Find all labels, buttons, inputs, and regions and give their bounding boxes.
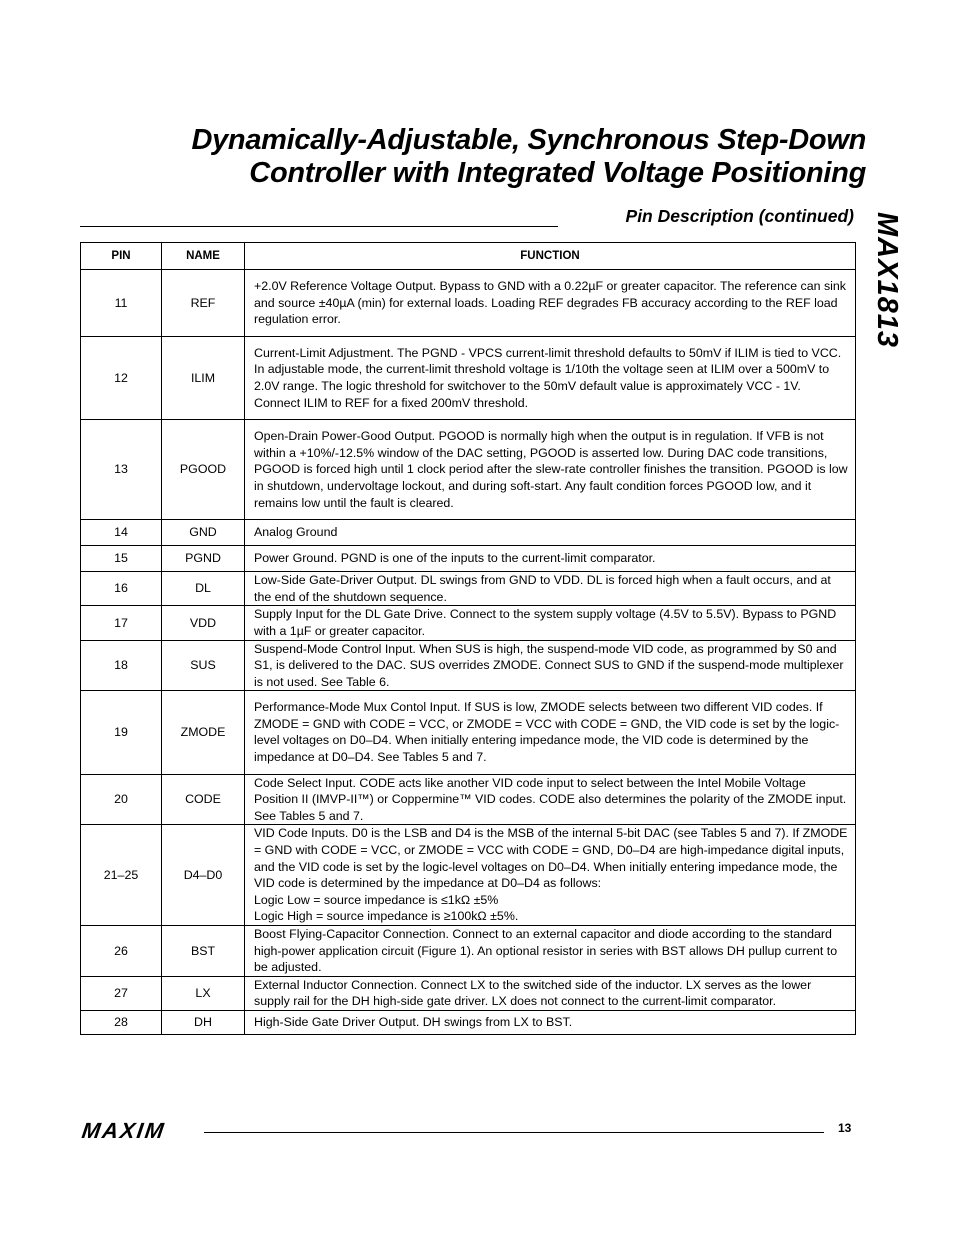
side-part-number: MAX1813: [871, 212, 903, 348]
pin-function: [245, 640, 856, 691]
function-paragraph: Power Ground. PGND is one of the inputs to the current-limit comparator.: [254, 551, 656, 566]
section-heading: Pin Description (continued): [625, 206, 854, 226]
table-row: [81, 336, 856, 419]
function-paragraph: Logic High = source impedance is ≥100kΩ ±5%.: [254, 909, 519, 924]
function-paragraph: External Inductor Connection. Connect LX to the switched side of the inductor. LX serves as the lower supply rail for the DH high-side gate driver. LX does not connect to the current-limit comparator.: [254, 977, 812, 1009]
pin-number: 19: [81, 691, 162, 774]
pin-name: PGND: [162, 546, 245, 572]
pin-number: 18: [81, 640, 162, 691]
pin-number: 11: [81, 270, 162, 337]
function-paragraph: Performance-Mode Mux Contol Input. If SUS is low, ZMODE selects between two different VID codes. If ZMODE = GND with CODE = VCC, or ZMODE = VCC with CODE = GND, the VID code is set by the logic-level voltages on D0–D4. When initially entering impedance mode, the VID code is determined by the impedance at D0–D4. See Tables 5 and 7.: [254, 700, 840, 765]
pin-name: PGOOD: [162, 420, 245, 520]
function-paragraph: VID Code Inputs. D0 is the LSB and D4 is the MSB of the internal 5-bit DAC (see Tables 5 and 7). If ZMODE = GND with CODE = VCC, or ZMODE = VCC with CODE = GND, D0–D4 are high-impedance digital inputs, and the VID code is set by the logic-level voltages on D0–D4. When initially entering impedance mode, the VID code is determined by the impedance at D0–D4 as follows:: [254, 826, 848, 891]
table-row: [81, 606, 856, 640]
function-paragraph: Low-Side Gate-Driver Output. DL swings from GND to VDD. DL is forced high when a fault occurs, and at the end of the shutdown sequence.: [254, 573, 831, 604]
pin-name: BST: [162, 926, 245, 977]
pin-number: 20: [81, 774, 162, 825]
function-paragraph: Current-Limit Adjustment. The PGND - VPCS current-limit threshold defaults to 50mV if ILIM is tied to VCC. In adjustable mode, the current-limit threshold voltage is 1/10th the voltage seen at ILIM over a 500mV to 2.0V range. The logic threshold for switchover to the 50mV default value is approximately VCC - 1V. Connect ILIM to REF for a fixed 200mV threshold.: [254, 345, 842, 410]
pin-function: [245, 270, 856, 337]
pin-number: 15: [81, 546, 162, 572]
pin-name: D4–D0: [162, 825, 245, 926]
pin-number: 27: [81, 976, 162, 1010]
pin-number: 14: [81, 520, 162, 546]
title-line-2: Controller with Integrated Voltage Positioning: [249, 157, 866, 189]
pin-name: GND: [162, 520, 245, 546]
pin-name: LX: [162, 976, 245, 1010]
table-row: [81, 976, 856, 1010]
function-paragraph: Open-Drain Power-Good Output. PGOOD is normally high when the output is in regulation. If VFB is not within a +10%/-12.5% window of the DAC setting, PGOOD is asserted low. During DAC code transitions, PGOOD is forced high until 1 clock period after the slew-rate controller finishes the transition. PGOOD is low in shutdown, undervoltage lockout, and during soft-start. Any fault condition forces PGOOD low, and it remains low until the fault is cleared.: [254, 429, 848, 510]
pin-function: [245, 546, 856, 572]
pin-name: ZMODE: [162, 691, 245, 774]
function-paragraph: Suspend-Mode Control Input. When SUS is high, the suspend-mode VID code, as programmed by S0 and S1, is delivered to the DAC. SUS overrides ZMODE. Connect SUS to GND if the suspend-mode multiplexer is not used. See Table 6.: [254, 641, 844, 689]
table-row: [81, 774, 856, 825]
pin-number: 21–25: [81, 825, 162, 926]
page-number: 13: [838, 1121, 852, 1135]
header-pin: PIN: [81, 243, 162, 270]
table-row: [81, 825, 856, 926]
pin-function: [245, 1010, 856, 1034]
pin-number: 12: [81, 336, 162, 419]
pin-function: [245, 691, 856, 774]
title-line-1: Dynamically-Adjustable, Synchronous Step-Down: [191, 124, 866, 156]
function-paragraph: Boost Flying-Capacitor Connection. Connect to an external capacitor and diode according to the standard high-power application circuit (Figure 1). An optional resistor in series with BST allows DH pullup current to be adjusted.: [254, 927, 838, 975]
table-row: [81, 926, 856, 977]
pin-function: [245, 976, 856, 1010]
pin-function: [245, 420, 856, 520]
pin-function: [245, 606, 856, 640]
function-paragraph: Code Select Input. CODE acts like another VID code input to select between the Intel Mobile Voltage Position II (IMVP-II™) or Coppermine™ VID codes. CODE also determines the polarity of the ZMODE input. See Tables 5 and 7.: [254, 775, 847, 823]
function-paragraph: +2.0V Reference Voltage Output. Bypass to GND with a 0.22µF or greater capacitor. The reference can sink and source ±40µA (min) for external loads. Loading REF degrades FB accuracy according to the REF load regulation error.: [254, 279, 846, 327]
section-divider: [80, 226, 558, 227]
pin-function: [245, 774, 856, 825]
pin-number: 16: [81, 572, 162, 606]
table-row: [81, 640, 856, 691]
footer-divider: [204, 1132, 824, 1133]
table-header-row: [81, 243, 856, 270]
header-name: NAME: [162, 243, 245, 270]
pin-function: [245, 336, 856, 419]
pin-name: REF: [162, 270, 245, 337]
maxim-logo: MAXIM: [80, 1118, 168, 1143]
table-row: [81, 520, 856, 546]
pin-function: [245, 520, 856, 546]
table-row: [81, 572, 856, 606]
document-title: [46, 124, 866, 190]
pin-number: 26: [81, 926, 162, 977]
function-paragraph: Supply Input for the DL Gate Drive. Connect to the system supply voltage (4.5V to 5.5V). Bypass to PGND with a 1µF or greater capacitor.: [254, 607, 837, 638]
pin-name: CODE: [162, 774, 245, 825]
function-paragraph: Logic Low = source impedance is ≤1kΩ ±5%: [254, 892, 499, 907]
table-row: [81, 270, 856, 337]
pin-description-table: [80, 242, 856, 1035]
table-row: [81, 420, 856, 520]
function-paragraph: High-Side Gate Driver Output. DH swings from LX to BST.: [254, 1015, 573, 1030]
pin-number: 28: [81, 1010, 162, 1034]
table-row: [81, 1010, 856, 1034]
pin-name: VDD: [162, 606, 245, 640]
pin-function: [245, 926, 856, 977]
pin-number: 17: [81, 606, 162, 640]
table-row: [81, 691, 856, 774]
pin-name: DL: [162, 572, 245, 606]
pin-function: [245, 825, 856, 926]
table-row: [81, 546, 856, 572]
header-function: FUNCTION: [245, 243, 856, 270]
table-body: [81, 270, 856, 1035]
pin-name: DH: [162, 1010, 245, 1034]
pin-number: 13: [81, 420, 162, 520]
pin-name: ILIM: [162, 336, 245, 419]
pin-function: [245, 572, 856, 606]
function-paragraph: Analog Ground: [254, 525, 338, 540]
pin-name: SUS: [162, 640, 245, 691]
